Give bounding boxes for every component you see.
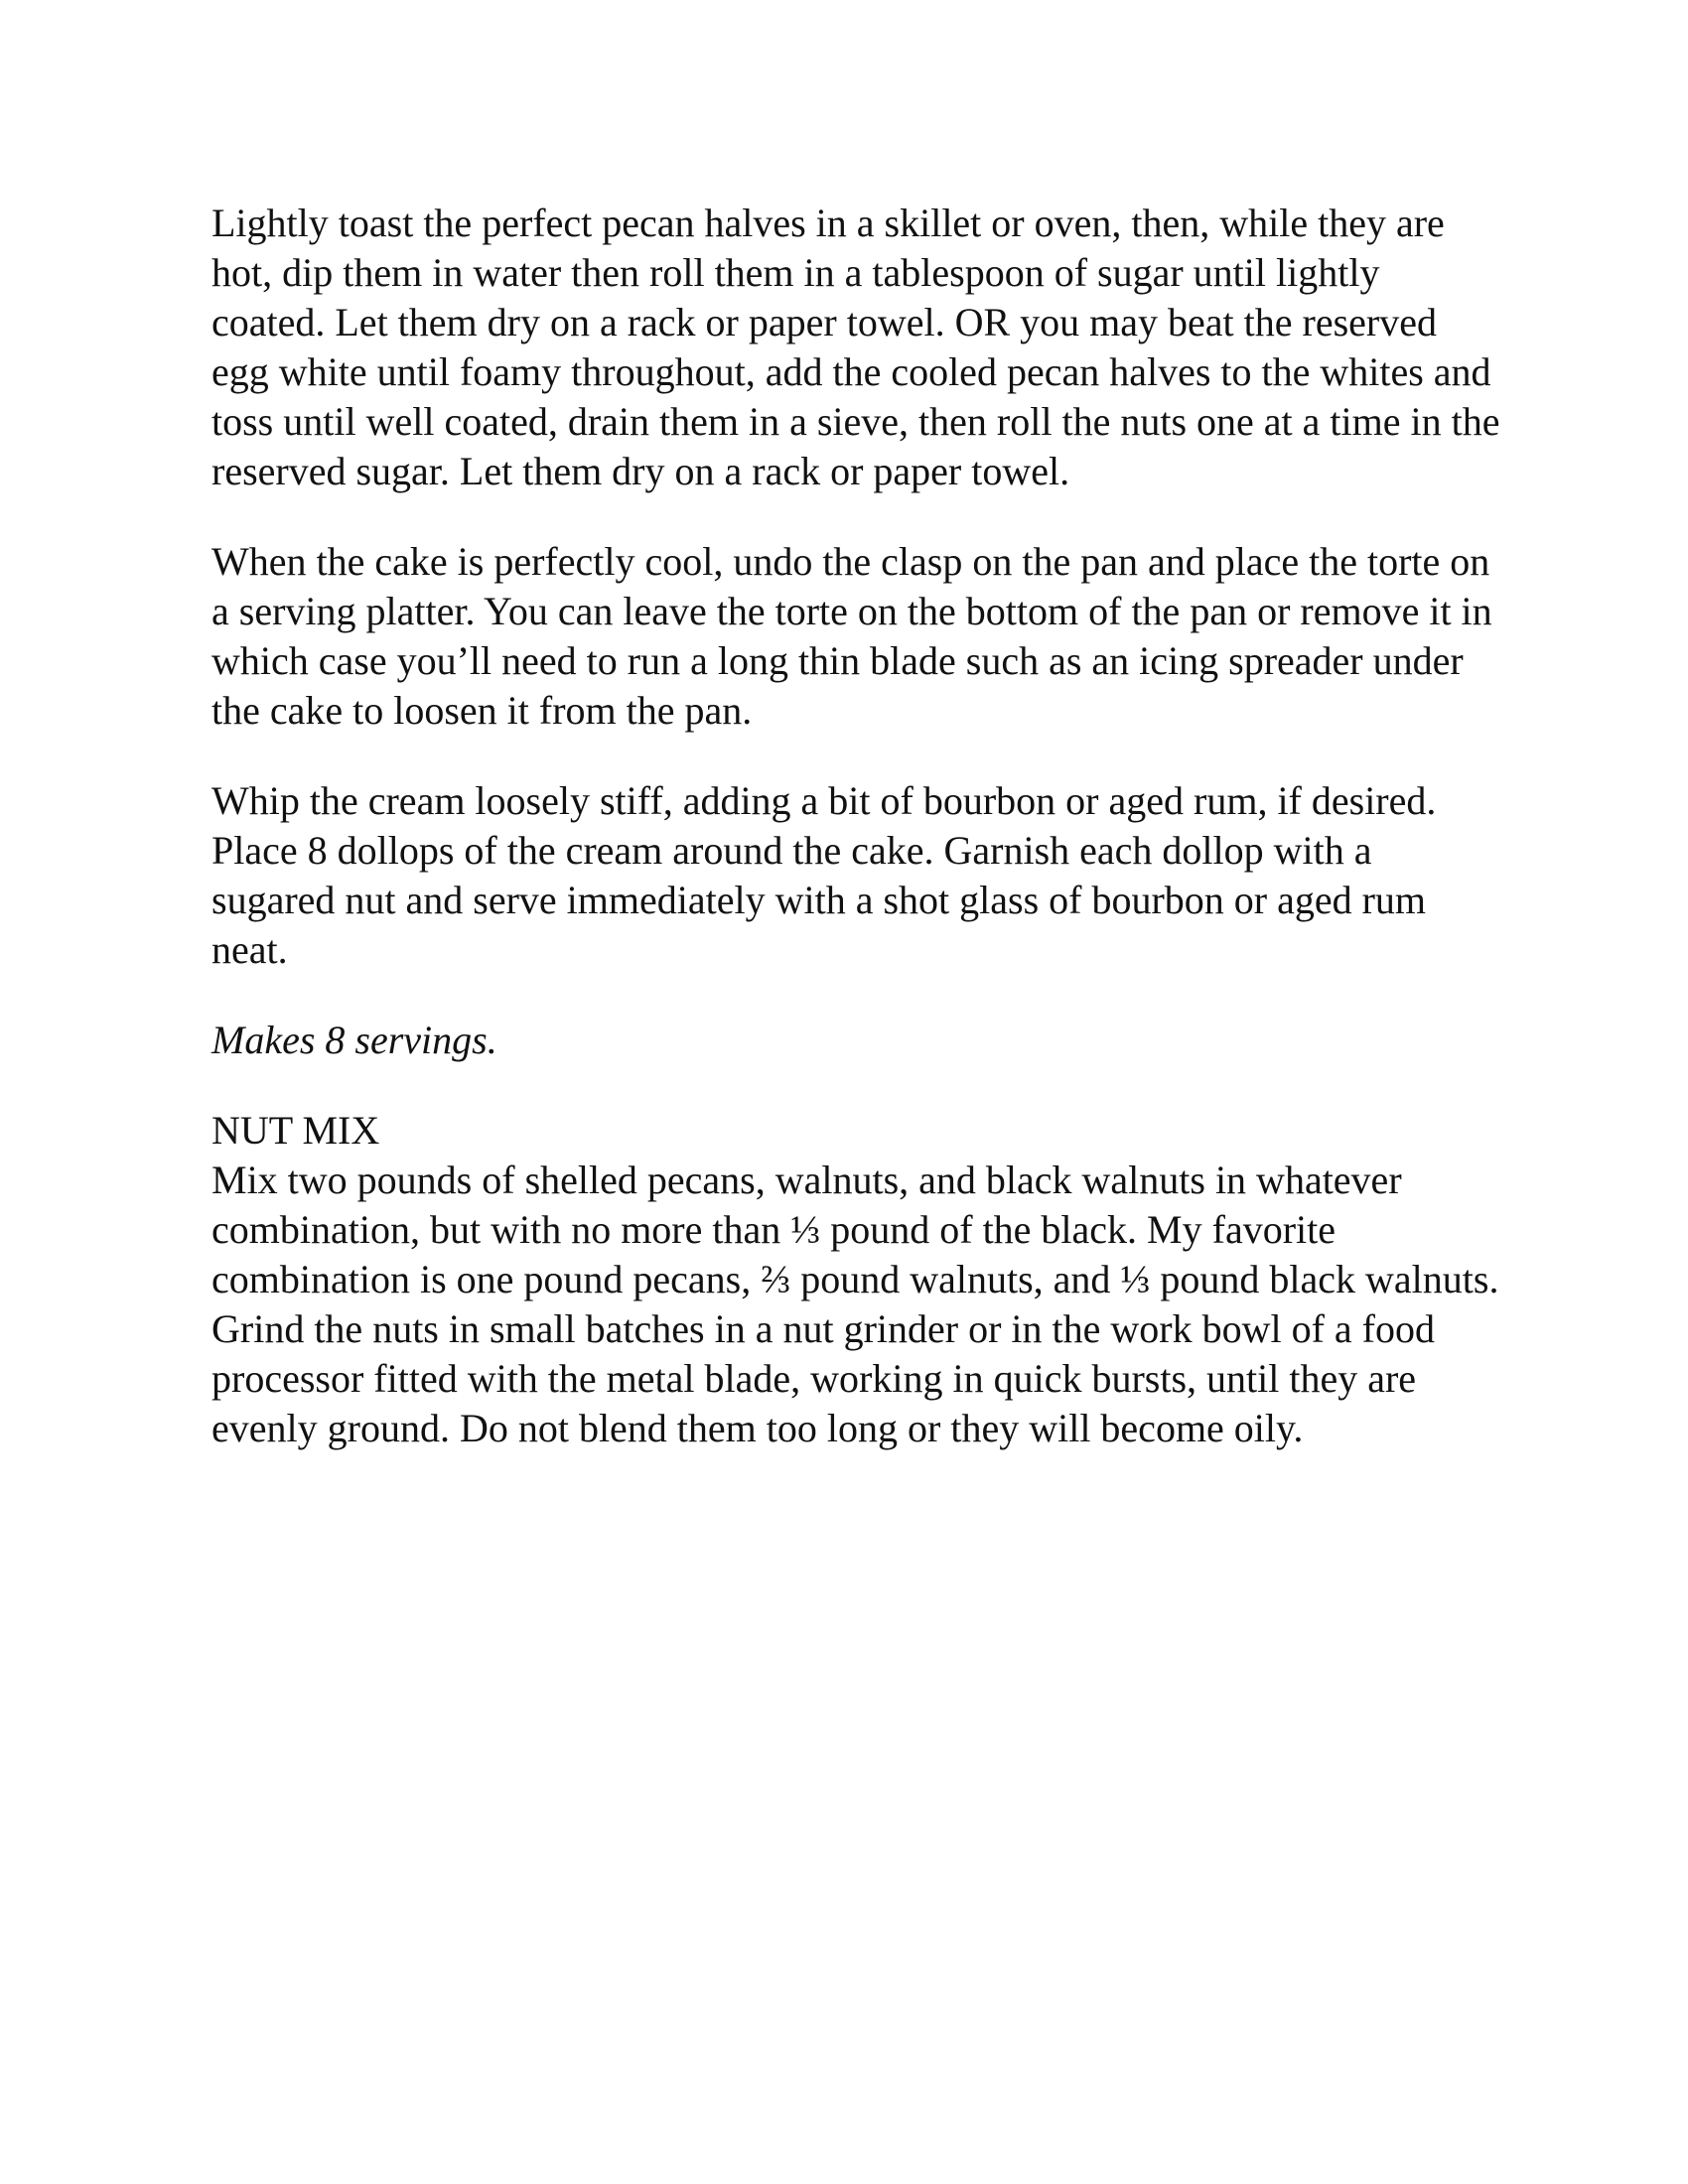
paragraph-remove-cake: When the cake is perfectly cool, undo the clasp on the pan and place the torte on a serving platter. You can leave the torte on the bottom of the pan or remove it in which case you’ll need to run a long thin blade such as an icing spreader under the cake to loosen it from the pan. [211,539,1492,733]
document-body [211,199,1502,1494]
paragraph-whip-cream: Whip the cream loosely stiff, adding a bit of bourbon or aged rum, if desired. Place 8 dollops of the cream around the cake. Garnish each dollop with a sugared nut and serve immediately with a shot glass of bourbon or aged rum neat. [211,778,1437,972]
paragraph-toast-pecans: Lightly toast the perfect pecan halves in a skillet or oven, then, while they are hot, dip them in water then roll them in a tablespoon of sugar until lightly coated. Let them dry on a rack or paper towel. OR you may beat the reserved egg white until foamy throughout, add the cooled pecan halves to the whites and toss until well coated, drain them in a sieve, then roll the nuts one at a time in the reserved sugar. Let them dry on a rack or paper towel. [211,201,1500,493]
section-heading-nut-mix: NUT MIX [211,1108,380,1153]
paragraph-nut-mix: Mix two pounds of shelled pecans, walnuts, and black walnuts in whatever combination, but with no more than ⅓ pound of the black. My favorite combination is one pound pecans, ⅔ pound walnuts, and ⅓ pound black walnuts. Grind the nuts in small batches in a nut grinder or in the work bowl of a food processor fitted with the metal blade, working in quick bursts, until they are evenly ground. Do not blend them too long or they will become oily. [211,1158,1499,1450]
yield-note: Makes 8 servings. [211,1018,497,1062]
